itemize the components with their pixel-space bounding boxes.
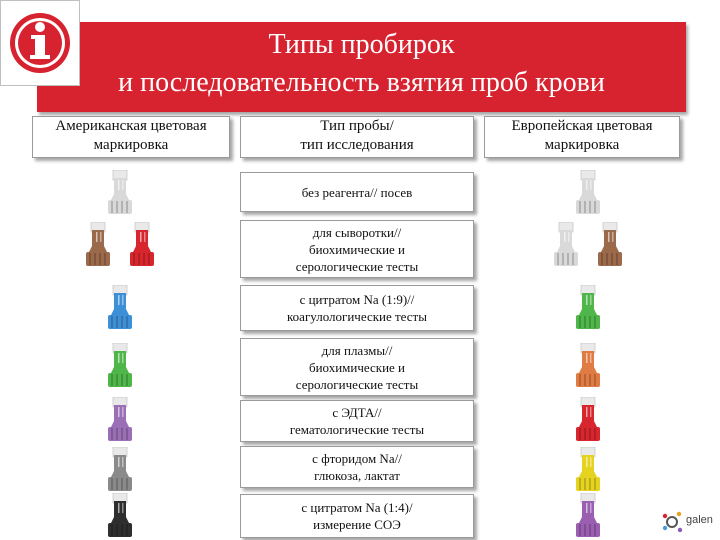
european-tube-yellow (573, 447, 603, 493)
european-tube-brown (595, 222, 625, 268)
row-type-text: биохимические и (308, 359, 406, 375)
row-type-box (240, 285, 474, 331)
column-header-european (484, 116, 680, 158)
row-type-box (240, 494, 474, 538)
row-type-text: биохимические и (308, 241, 406, 257)
row-type-box (240, 220, 474, 278)
american-tube-green (105, 343, 135, 389)
title-line-1: Типы пробирок (268, 29, 455, 60)
row-type-text: коагулологические тесты (287, 309, 427, 324)
row-type-text: для сыворотки// (312, 224, 402, 240)
american-tube-purple (105, 397, 135, 443)
european-tube-orange (573, 343, 603, 389)
row-type-text: гематологические тесты (289, 422, 425, 437)
row-type-text: с ЭДТА// (332, 405, 382, 420)
row-type-text: с фторидом Na// (312, 451, 402, 466)
row-type-text: без реагента// посев (301, 184, 413, 200)
column-header-type-line1: Тип пробы/ (320, 118, 394, 134)
european-tube-red (573, 397, 603, 443)
american-tube-brown (83, 222, 113, 268)
row-type-box (240, 338, 474, 396)
column-header-american-line1: Американская цветовая (55, 118, 207, 134)
row-type-text: с цитратом Na (1:4)/ (301, 500, 413, 515)
row-type-box (240, 172, 474, 212)
row-type-text: серологические тесты (295, 258, 419, 274)
european-tube-white (573, 170, 603, 216)
row-type-text: измерение СОЭ (313, 517, 401, 532)
info-icon (7, 7, 73, 79)
column-header-european-line1: Европейская цветовая (511, 118, 653, 134)
american-tube-blue (105, 285, 135, 331)
title-line-2: и последовательность взятия проб крови (118, 67, 605, 98)
column-header-american (32, 116, 230, 158)
european-tube-green (573, 285, 603, 331)
column-header-type (240, 116, 474, 158)
american-tube-red (127, 222, 157, 268)
american-tube-black (105, 493, 135, 539)
row-type-text: с цитратом Na (1:9)// (299, 292, 415, 307)
american-tube-gray (105, 447, 135, 493)
row-type-text: для плазмы// (321, 342, 393, 358)
column-header-type-line2: тип исследования (300, 137, 414, 153)
page-title (37, 26, 686, 102)
row-type-box (240, 446, 474, 488)
info-badge (0, 0, 80, 86)
european-tube-white (551, 222, 581, 268)
column-header-american-line2: маркировка (93, 137, 169, 153)
row-type-box (240, 400, 474, 442)
galen-logo-text: galen (686, 514, 713, 526)
row-type-text: глюкоза, лактат (314, 468, 400, 483)
european-tube-violet (573, 493, 603, 539)
row-type-text: серологические тесты (295, 376, 419, 392)
american-tube-white (105, 170, 135, 216)
column-header-european-line2: маркировка (544, 137, 620, 153)
